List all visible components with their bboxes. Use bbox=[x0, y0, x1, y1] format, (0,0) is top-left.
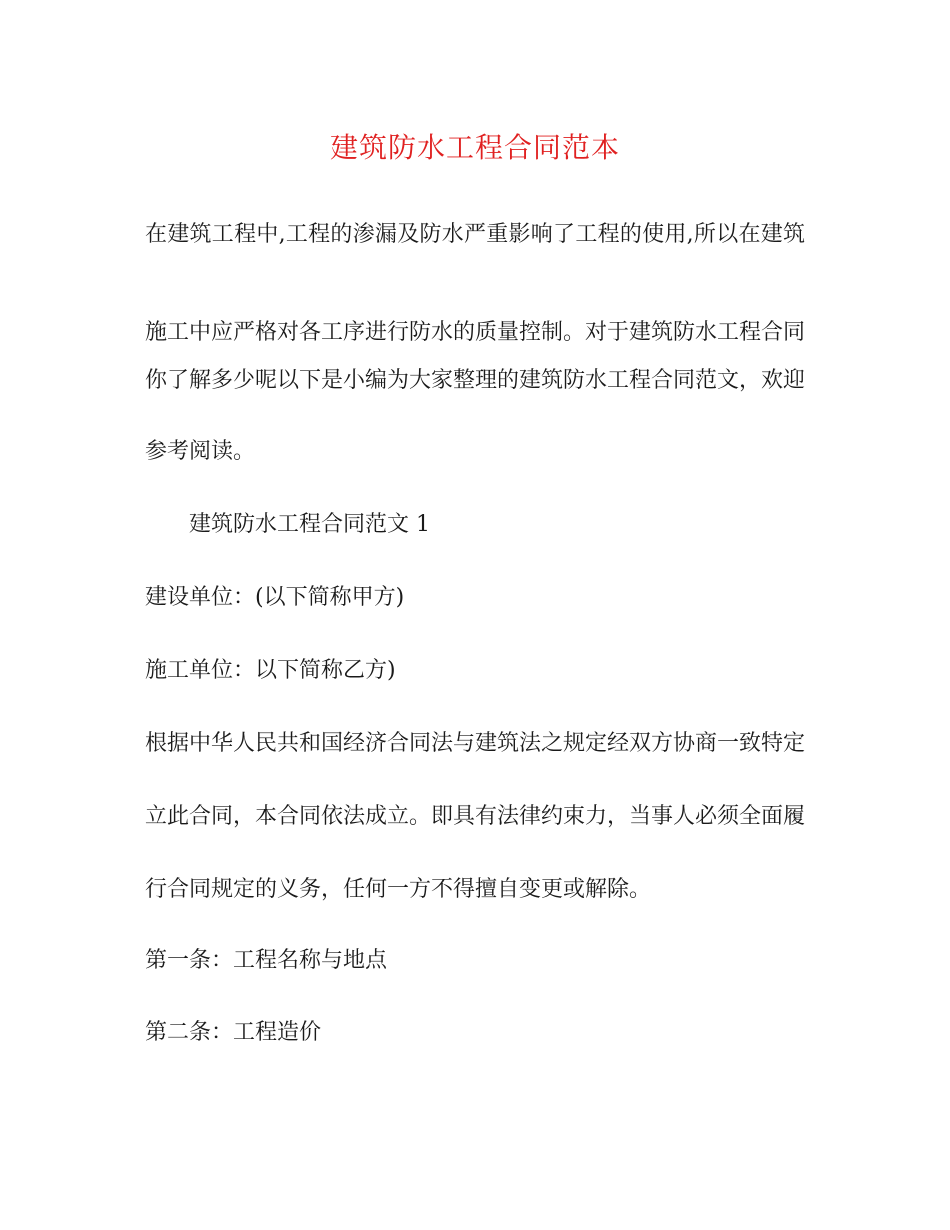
party-b-line: 施工单位：以下简称乙方) bbox=[145, 658, 396, 683]
basis-line-2: 立此合同，本合同依法成立。即具有法律约束力，当事人必须全面履 bbox=[145, 804, 806, 829]
intro-line-4: 参考阅读。 bbox=[145, 439, 256, 464]
party-a-line: 建设单位：(以下简称甲方) bbox=[145, 585, 405, 610]
article-2-heading: 第二条：工程造价 bbox=[145, 1020, 322, 1045]
intro-line-3: 你了解多少呢以下是小编为大家整理的建筑防水工程合同范文，欢迎 bbox=[145, 368, 806, 393]
section-heading: 建筑防水工程合同范文 1 bbox=[189, 512, 430, 537]
intro-line-1: 在建筑工程中,工程的渗漏及防水严重影响了工程的使用,所以在建筑 bbox=[145, 222, 805, 247]
basis-line-1: 根据中华人民共和国经济合同法与建筑法之规定经双方协商一致特定 bbox=[145, 731, 806, 756]
document-title: 建筑防水工程合同范本 bbox=[329, 131, 620, 164]
article-1-heading: 第一条：工程名称与地点 bbox=[145, 948, 388, 973]
intro-line-2: 施工中应严格对各工序进行防水的质量控制。对于建筑防水工程合同 bbox=[145, 320, 806, 345]
basis-line-3: 行合同规定的义务，任何一方不得擅自变更或解除。 bbox=[145, 877, 652, 902]
